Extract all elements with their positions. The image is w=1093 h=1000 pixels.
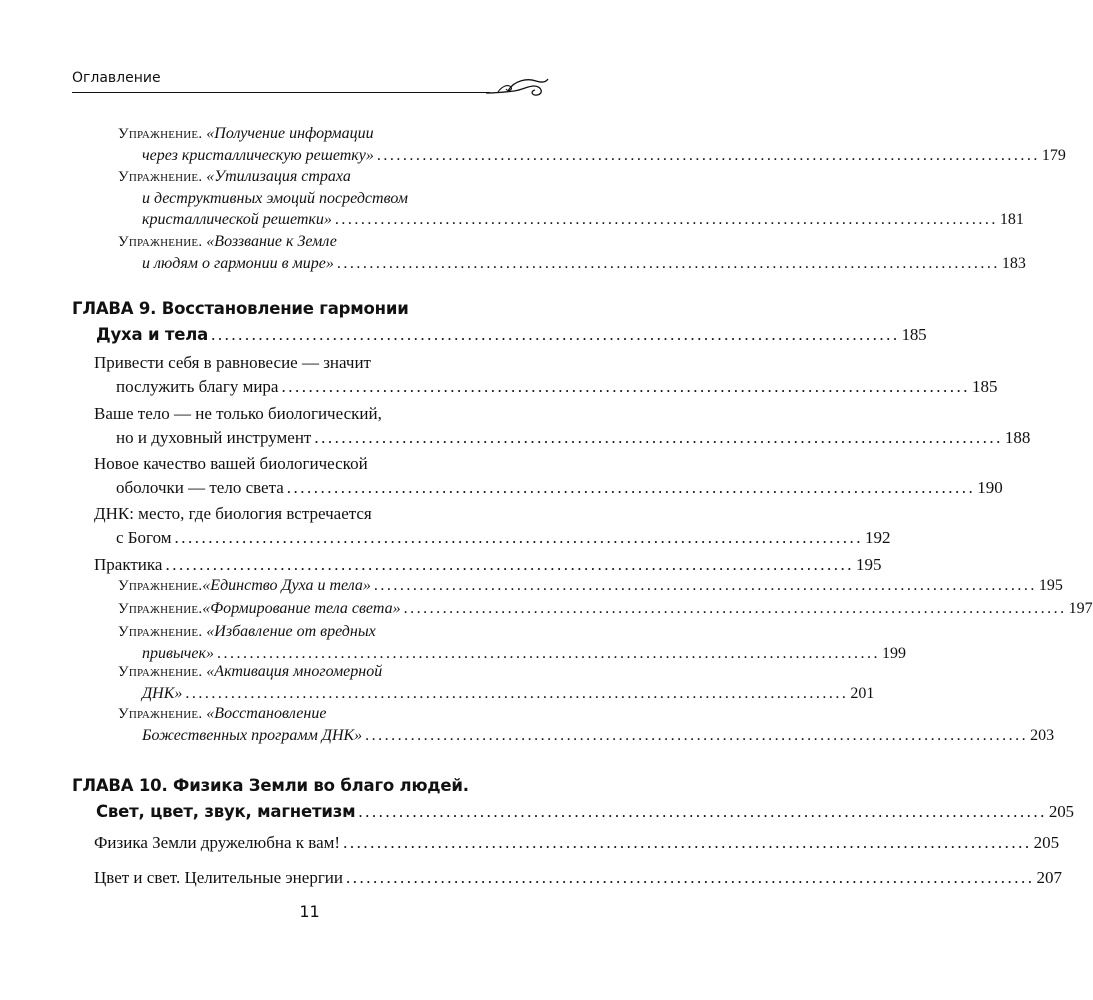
toc-entry-title: «Активация многомерной bbox=[206, 663, 383, 680]
toc-entry-title: «Получение информации bbox=[206, 125, 374, 142]
toc-entry-section bbox=[72, 866, 1062, 890]
toc-line bbox=[72, 452, 548, 476]
toc-entry-title: через кристаллическую решетку» bbox=[142, 147, 374, 164]
toc-line bbox=[72, 703, 548, 725]
toc-line bbox=[72, 502, 548, 526]
toc-entry-title: но и духовный инструмент bbox=[116, 428, 312, 447]
toc-line bbox=[72, 188, 548, 209]
toc-line bbox=[72, 598, 1093, 620]
dot-leader: ...................................................................................................... bbox=[286, 478, 976, 497]
toc-line bbox=[72, 296, 548, 322]
toc-line bbox=[72, 322, 927, 348]
toc-page-number: 201 bbox=[850, 685, 875, 702]
running-header bbox=[72, 68, 548, 102]
dot-leader: ...................................................................................................... bbox=[211, 325, 900, 344]
toc-line bbox=[72, 426, 1031, 450]
toc-entry-title: Цвет и свет. Целительные энергии bbox=[94, 868, 343, 887]
toc-line bbox=[72, 402, 548, 426]
dot-leader: ...................................................................................................... bbox=[373, 577, 1037, 594]
dot-leader: ...................................................................................................... bbox=[376, 147, 1040, 164]
dot-leader: ...................................................................................................... bbox=[336, 255, 1000, 272]
toc-entry-chapter bbox=[72, 296, 927, 348]
dot-leader: ...................................................................................................... bbox=[345, 868, 1035, 887]
toc-entry-exercise bbox=[72, 231, 1026, 274]
dot-leader: ...................................................................................................... bbox=[403, 600, 1067, 617]
header-rule bbox=[72, 92, 490, 93]
dot-leader: ...................................................................................................... bbox=[165, 555, 854, 574]
toc-line bbox=[72, 231, 548, 253]
flourish-ornament-icon bbox=[484, 76, 550, 100]
toc-entry-section bbox=[72, 452, 1003, 500]
exercise-label: Упражнение. bbox=[118, 706, 203, 722]
exercise-label: Упражнение. bbox=[118, 578, 203, 594]
dot-leader: ...................................................................................................... bbox=[174, 528, 864, 547]
toc-entry-section bbox=[72, 351, 998, 399]
toc-page-number: 183 bbox=[1001, 255, 1026, 272]
toc-line bbox=[72, 621, 548, 643]
exercise-label: Упражнение. bbox=[118, 664, 203, 680]
toc-entry-title: Свет, цвет, звук, магнетизм bbox=[96, 802, 356, 821]
toc-line bbox=[72, 866, 1062, 890]
exercise-label: Упражнение. bbox=[118, 624, 203, 640]
toc-entry-title: ДНК» bbox=[142, 685, 183, 702]
toc-entry-title: и деструктивных эмоций посредством bbox=[142, 190, 408, 207]
toc-entry-title: Физика Земли дружелюбна к вам! bbox=[94, 833, 341, 852]
toc-line bbox=[72, 209, 1024, 230]
toc-line bbox=[72, 123, 548, 145]
toc-entry-exercise bbox=[72, 598, 1093, 620]
toc-entry-section bbox=[72, 831, 1060, 855]
dot-leader: ...................................................................................................... bbox=[365, 727, 1029, 744]
toc-page-number: 179 bbox=[1041, 147, 1066, 164]
toc-page-number: 192 bbox=[865, 528, 891, 547]
toc-entry-title: и людям о гармонии в мире» bbox=[142, 255, 334, 272]
toc-page-number: 203 bbox=[1030, 727, 1055, 744]
dot-leader: ...................................................................................................... bbox=[358, 802, 1047, 821]
toc-entry-exercise bbox=[72, 575, 1063, 597]
dot-leader: ...................................................................................................... bbox=[334, 211, 998, 228]
toc-page-number: 195 bbox=[855, 555, 882, 574]
toc-line bbox=[72, 375, 998, 399]
toc-entry-exercise bbox=[72, 661, 875, 704]
toc-line bbox=[72, 526, 891, 550]
toc-entry-title: ГЛАВА 10. Физика Земли во благо людей. bbox=[72, 776, 469, 795]
toc-line bbox=[72, 145, 1066, 166]
toc-page-number: 197 bbox=[1068, 600, 1093, 617]
dot-leader: ...................................................................................................... bbox=[281, 377, 970, 396]
toc-entry-title: «Воззвание к Земле bbox=[206, 233, 337, 250]
toc-entry-title: «Формирование тела света» bbox=[202, 600, 401, 617]
dot-leader: ...................................................................................................... bbox=[185, 685, 849, 702]
toc-line bbox=[72, 351, 548, 375]
toc-page-number: 188 bbox=[1004, 428, 1031, 447]
toc-entry-title: оболочки — тело света bbox=[116, 478, 284, 497]
exercise-label: Упражнение. bbox=[118, 234, 203, 250]
page-number: 11 bbox=[299, 902, 320, 921]
toc-entry-title: кристаллической решетки» bbox=[142, 211, 332, 228]
toc-line bbox=[72, 253, 1026, 274]
toc-entry-title: «Восстановление bbox=[206, 705, 327, 722]
toc-line bbox=[72, 773, 548, 799]
toc-entry-title: привычек» bbox=[142, 645, 214, 662]
toc-entry-title: послужить благу мира bbox=[116, 377, 279, 396]
toc-page-number: 205 bbox=[1048, 802, 1074, 821]
toc-entry-section bbox=[72, 553, 882, 577]
toc-entry-exercise bbox=[72, 166, 1024, 230]
toc-entry-title: с Богом bbox=[116, 528, 172, 547]
toc-page-number: 205 bbox=[1033, 833, 1060, 852]
toc-entry-title: ДНК: место, где биология встречается bbox=[94, 504, 372, 523]
toc-entry-title: ГЛАВА 9. Восстановление гармонии bbox=[72, 299, 409, 318]
toc-entry-title: Практика bbox=[94, 555, 163, 574]
toc-entry-title: Ваше тело — не только биологический, bbox=[94, 404, 382, 423]
exercise-label: Упражнение. bbox=[118, 126, 203, 142]
toc-entry-title: Божественных программ ДНК» bbox=[142, 727, 363, 744]
toc-page-number: 185 bbox=[901, 325, 927, 344]
toc-entry-title: «Утилизация страха bbox=[206, 168, 351, 185]
toc-line bbox=[72, 476, 1003, 500]
toc-line bbox=[72, 831, 1060, 855]
toc-page-number: 181 bbox=[999, 211, 1024, 228]
toc-entry-title: Новое качество вашей биологической bbox=[94, 454, 368, 473]
toc-line bbox=[72, 683, 875, 704]
dot-leader: ...................................................................................................... bbox=[217, 645, 880, 662]
toc-line bbox=[72, 553, 882, 577]
exercise-label: Упражнение. bbox=[118, 601, 203, 617]
toc-page-number: 207 bbox=[1036, 868, 1062, 887]
dot-leader: ...................................................................................................... bbox=[343, 833, 1032, 852]
header-title: Оглавление bbox=[72, 70, 161, 86]
toc-page-number: 199 bbox=[882, 645, 906, 662]
toc-entry-title: «Единство Духа и тела» bbox=[202, 577, 371, 594]
toc-line bbox=[72, 575, 1063, 597]
dot-leader: ...................................................................................................... bbox=[314, 428, 1003, 447]
toc-line bbox=[72, 166, 548, 188]
toc-line bbox=[72, 799, 1074, 825]
toc-page-number: 195 bbox=[1038, 577, 1063, 594]
toc-line bbox=[72, 661, 548, 683]
toc-entry-title: «Избавление от вредных bbox=[206, 623, 376, 640]
toc-entry-exercise bbox=[72, 123, 1066, 166]
toc-entry-title: Духа и тела bbox=[96, 325, 209, 344]
exercise-label: Упражнение. bbox=[118, 169, 203, 185]
toc-page-number: 185 bbox=[971, 377, 998, 396]
toc-entry-exercise bbox=[72, 703, 1055, 746]
toc-entry-exercise bbox=[72, 621, 906, 664]
toc-entry-section bbox=[72, 502, 891, 550]
toc-page-number: 190 bbox=[977, 478, 1003, 497]
toc-entry-section bbox=[72, 402, 1031, 450]
toc-entry-chapter bbox=[72, 773, 1074, 825]
toc-entry-title: Привести себя в равновесие — значит bbox=[94, 353, 371, 372]
toc-line bbox=[72, 725, 1055, 746]
